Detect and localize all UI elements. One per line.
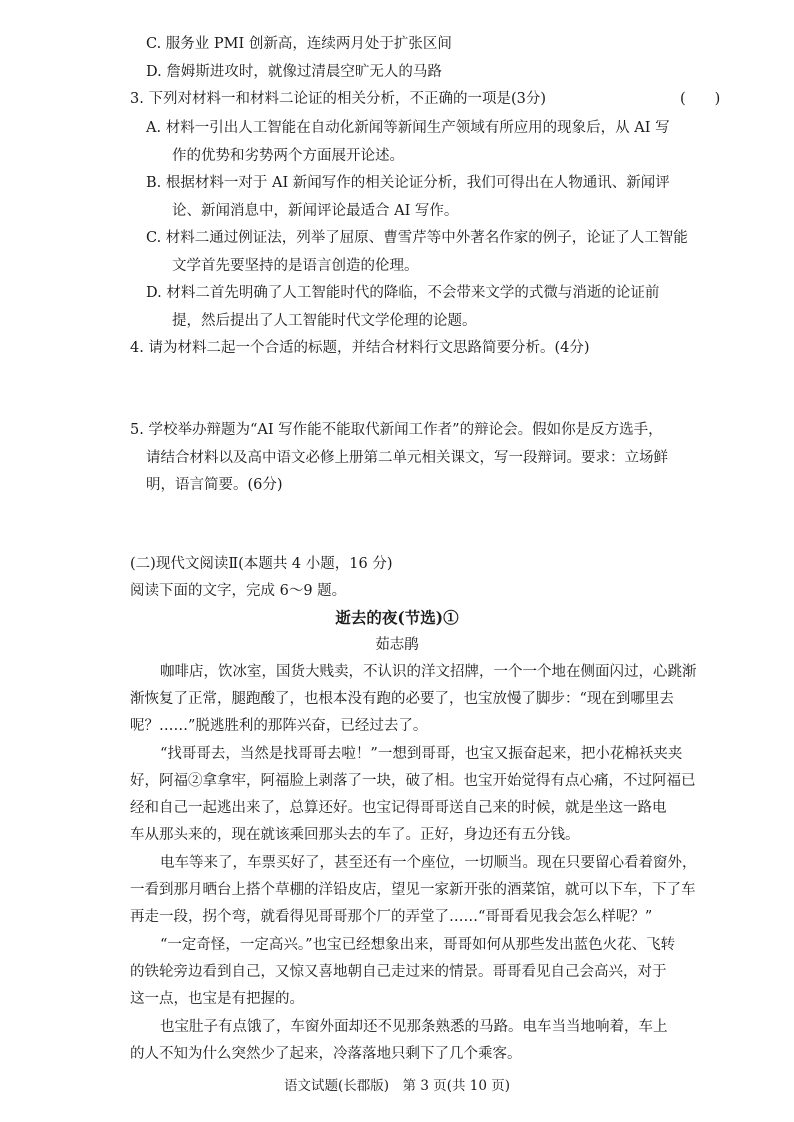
paragraph-3-line1: 电车等来了，车票买好了，甚至还有一个座位，一切顺当。现在只要留心看着窗外， bbox=[160, 855, 697, 871]
q2-option-c: C. 服务业 PMI 创新高，连续两月处于扩张区间 bbox=[146, 36, 452, 52]
q3-option-d-line1: D. 材料二首先明确了人工智能时代的降临，不会带来文学的式微与消逝的论证前 bbox=[146, 285, 660, 301]
paragraph-4-line1: “一定奇怪，一定高兴。”也宝已经想象出来，哥哥如何从那些发出蓝色火花、飞转 bbox=[160, 937, 676, 953]
q3-option-b-line2: 论、新闻消息中，新闻评论最适合 AI 写作。 bbox=[172, 203, 459, 219]
q3-option-b-line1: B. 根据材料一对于 AI 新闻写作的相关论证分析，我们可得出在人物通讯、新闻评 bbox=[146, 175, 670, 191]
q3-option-a-line2: 作的优势和劣势两个方面展开论述。 bbox=[172, 148, 404, 164]
section2-heading: (二)现代文阅读Ⅱ(本题共 4 小题，16 分) bbox=[130, 556, 393, 572]
q3-option-c-line2: 文学首先要坚持的是语言创造的伦理。 bbox=[172, 258, 419, 274]
paragraph-2-line1: “找哥哥去，当然是找哥哥去啦！”一想到哥哥，也宝又振奋起来，把小花棉袄夹夹 bbox=[160, 746, 683, 762]
passage-author: 茹志鹃 bbox=[375, 637, 419, 653]
paragraph-2-line2: 好，阿福②拿拿牢，阿福脸上剥落了一块，破了相。也宝开始觉得有点心痛，不过阿福已 bbox=[130, 773, 696, 789]
section2-instruction: 阅读下面的文字，完成 6～9 题。 bbox=[130, 583, 347, 599]
q2-option-d: D. 詹姆斯进攻时，就像过清晨空旷无人的马路 bbox=[146, 64, 442, 80]
paragraph-1-line2: 渐恢复了正常，腿跑酸了，也根本没有跑的必要了，也宝放慢了脚步：“现在到哪里去 bbox=[130, 691, 674, 707]
paragraph-1-line3: 呢？……”脱逃胜利的那阵兴奋，已经过去了。 bbox=[130, 718, 428, 734]
q5-line3: 明，语言简要。(6分) bbox=[146, 477, 283, 493]
paragraph-3-line2: 一看到那月晒台上搭个草棚的洋铅皮店，望见一家新开张的酒菜馆，就可以下车，下了车 bbox=[130, 882, 696, 898]
passage-title: 逝去的夜(节选)① bbox=[335, 608, 459, 627]
q3-option-c-line1: C. 材料二通过例证法，列举了屈原、曹雪芹等中外著名作家的例子，论证了人工智能 bbox=[146, 230, 688, 246]
paragraph-4-line3: 这一点，也宝是有把握的。 bbox=[130, 991, 304, 1007]
paragraph-1-line1: 咖啡店，饮冰室，国货大贱卖，不认识的洋文招牌，一个一个地在侧面闪过，心跳渐 bbox=[160, 664, 697, 680]
paragraph-2-line3: 经和自己一起逃出来了，总算还好。也宝记得哥哥送自己来的时候，就是坐这一路电 bbox=[130, 800, 667, 816]
q5-line1: 5. 学校举办辩题为“AI 写作能不能取代新闻工作者”的辩论会。假如你是反方选手， bbox=[130, 422, 663, 438]
paragraph-4-line2: 的铁轮旁边看到自己，又惊又喜地朝自己走过来的情景。哥哥看见自己会高兴，对于 bbox=[130, 964, 667, 980]
paragraph-2-line4: 车从那头来的，现在就该乘回那头去的车了。正好，身边还有五分钱。 bbox=[130, 827, 580, 843]
q5-line2: 请结合材料以及高中语文必修上册第二单元相关课文，写一段辩词。要求：立场鲜 bbox=[146, 450, 668, 466]
q3-stem: 3. 下列对材料一和材料二论证的相关分析，不正确的一项是(3分) bbox=[130, 91, 546, 107]
paragraph-3-line3: 再走一段，拐个弯，就看得见哥哥那个厂的弄堂了……“哥哥看见我会怎么样呢？” bbox=[130, 909, 653, 925]
page-footer: 语文试题(长郡版) 第 3 页(共 10 页) bbox=[284, 1078, 510, 1094]
paragraph-5-line1: 也宝肚子有点饿了，车窗外面却还不见那条熟悉的马路。电车当当地响着，车上 bbox=[160, 1019, 668, 1035]
q3-option-d-line2: 提，然后提出了人工智能时代文学伦理的论题。 bbox=[172, 313, 477, 329]
q3-option-a-line1: A. 材料一引出人工智能在自动化新闻等新闻生产领域有所应用的现象后，从 AI 写 bbox=[146, 120, 670, 136]
paragraph-5-line2: 的人不知为什么突然少了起来，冷落落地只剩下了几个乘客。 bbox=[130, 1046, 522, 1062]
q4-text: 4. 请为材料二起一个合适的标题，并结合材料行文思路简要分析。(4分) bbox=[130, 340, 590, 356]
q3-answer-bracket: ( ) bbox=[680, 91, 721, 107]
